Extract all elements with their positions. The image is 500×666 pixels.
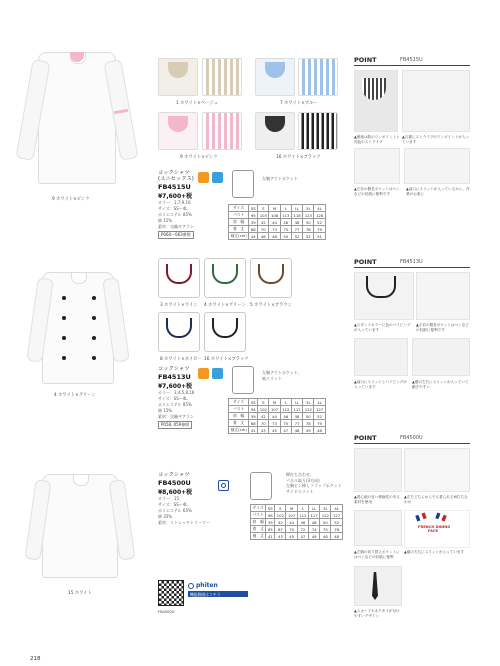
point-divider: [354, 267, 470, 268]
point-divider: [354, 65, 470, 66]
size-cell: 50: [280, 233, 291, 240]
size-cell: 47: [297, 533, 308, 540]
phiten-brand: phiten: [196, 582, 218, 589]
size-cell: 41: [267, 533, 273, 539]
size-cell: 45: [286, 533, 297, 540]
point-note: ▲袖口にスリットとパイピングが入っています: [354, 380, 407, 389]
size-row: [251, 512, 343, 519]
size-cell: 肩 幅: [252, 519, 264, 524]
size-cell: 42: [275, 519, 286, 526]
size-cell: 75: [280, 420, 291, 427]
deodorant-icon: [198, 172, 209, 183]
size-header-row: [229, 205, 326, 212]
spec-line: 素材：交織ギアラン: [158, 414, 194, 419]
size-cell: 117: [293, 406, 301, 412]
product-name-sub: (ユニセックス): [158, 176, 194, 182]
size-cell: 122: [304, 406, 312, 412]
product-price: ¥7,600+税: [158, 383, 193, 390]
size-cell: 127: [332, 512, 341, 518]
size-cell: バスト: [252, 512, 264, 517]
size-cell: 52: [314, 413, 325, 420]
size-cell: 42: [258, 219, 269, 226]
video-link-text: 機能動画はコチラ: [190, 591, 221, 597]
size-cell: バスト: [229, 212, 249, 219]
size-cell: SS: [249, 399, 258, 406]
point-title: POINT: [354, 434, 377, 442]
size-cell: 78: [303, 226, 314, 233]
size-cell: M: [269, 205, 280, 212]
size-cell: 肩 幅: [229, 219, 249, 226]
swatch-label-1: 1 ホワイト×ベージュ: [176, 101, 218, 106]
size-cell: 48: [291, 413, 302, 420]
size-cell: 44: [269, 219, 280, 226]
size-cell: 41: [250, 427, 256, 433]
size-row: [229, 219, 326, 226]
swatch-label-16: 16 ホワイト×ブラック: [276, 155, 321, 160]
size-cell: 49: [308, 533, 319, 540]
product-name: コックシャツ: [158, 170, 190, 176]
size-cell: S: [258, 205, 269, 212]
spec-line: 素材：ストレッチトリーマー: [158, 520, 210, 525]
size-cell: 48: [291, 219, 302, 226]
size-cell: 102: [276, 512, 284, 518]
size-cell: サイズ: [251, 505, 266, 512]
size-table: [250, 504, 343, 540]
coat-button: [92, 296, 96, 300]
size-cell: 52: [331, 519, 342, 526]
size-cell: 122: [321, 512, 329, 518]
size-cell: 47: [280, 427, 291, 434]
size-cell: L: [280, 399, 291, 406]
coat-image-fb4500u: [42, 474, 118, 578]
point-note: ▲左右どちらからでも着られるW打ち合わせ: [404, 495, 468, 504]
swatch-black-stripe: [298, 112, 338, 150]
collar-label: 8 ホワイト×ネイビー: [160, 357, 202, 362]
size-cell: 103: [259, 212, 267, 218]
size-cell: 46: [297, 519, 308, 526]
size-table: [228, 204, 326, 240]
size-row: [229, 226, 326, 233]
feature-text: 左胸アウトポケット、 袖スリット: [262, 370, 302, 381]
size-cell: 48: [320, 533, 331, 540]
size-cell: サイズ: [229, 205, 249, 212]
size-cell: 112: [299, 512, 307, 518]
swatch-label-7: 7 ホワイト×ブルー: [280, 101, 318, 106]
size-cell: 112: [282, 406, 290, 412]
size-row: [229, 406, 326, 413]
flat-sketch: [232, 366, 254, 394]
point-note: ▲袖口にスリットが入っているから、作業がお楽に: [406, 187, 470, 196]
swatch-blue-stripe: [298, 58, 338, 96]
size-row: [229, 212, 326, 219]
detail-photo-2: [404, 448, 470, 492]
coat-button: [62, 316, 66, 320]
size-cell: 107: [270, 406, 279, 412]
size-cell: 着 丈: [229, 420, 249, 427]
size-cell: 75: [280, 226, 291, 233]
size-cell: 70: [286, 526, 297, 533]
size-cell: 118: [293, 212, 301, 218]
badge-text: FRENCH DINING FACE: [418, 525, 451, 533]
size-header-row: [251, 505, 343, 512]
spec-line: 綿 15%: [158, 218, 173, 223]
detail-photo-4: [404, 148, 470, 184]
point-code: FB4513U: [400, 259, 423, 265]
product-name: コックシャツ: [158, 472, 190, 478]
size-cell: 48: [314, 427, 325, 434]
size-cell: 79: [314, 226, 325, 233]
size-cell: 72: [297, 526, 308, 533]
coat-button: [62, 336, 66, 340]
size-cell: 44: [250, 233, 256, 239]
flat-sketch: [250, 472, 272, 500]
size-cell: 65: [267, 526, 273, 532]
product-price: ¥7,600+税: [158, 193, 193, 200]
product-price: ¥8,600+税: [158, 489, 193, 496]
point-note: ▲スタンドカラーに色のパイピングが入っています: [354, 323, 411, 332]
swatch-label-9: 9 ホワイト×ピンク: [180, 155, 218, 160]
size-cell: 52: [303, 233, 314, 240]
size-cell: 123: [304, 212, 312, 218]
size-cell: 77: [291, 420, 302, 427]
size-cell: 107: [287, 512, 296, 518]
spec-line: サイズ：SS〜4L: [158, 502, 188, 507]
size-cell: M: [286, 505, 297, 512]
feature-text: W打ち合わせ、 パネル取り(3方向) 左胸ピン挿しフラップポケット サイドスリット: [286, 472, 342, 494]
size-cell: 3L: [320, 505, 331, 512]
detail-photo-2: [416, 272, 470, 320]
size-cell: 44: [286, 519, 297, 526]
size-cell: LL: [291, 205, 302, 212]
size-cell: バスト: [229, 406, 249, 413]
size-cell: 着 丈: [252, 526, 264, 531]
size-cell: 袖丈(cm): [230, 427, 247, 432]
spec-line: カラー：3,4,5,8,16: [158, 390, 195, 395]
size-header-row: [229, 399, 326, 406]
size-cell: 肩 幅: [229, 413, 249, 420]
spec-line: カラー：1,7,9,16: [158, 200, 191, 205]
size-cell: 袖丈(cm): [230, 233, 247, 238]
point-code: FB4500U: [400, 435, 423, 441]
size-cell: S: [275, 505, 286, 512]
coat-button: [92, 336, 96, 340]
size-cell: 48: [331, 533, 342, 540]
collar-label: 5 ホワイト×ブラウン: [250, 303, 292, 308]
point-title: POINT: [354, 56, 377, 64]
swatch-beige-stripe: [202, 58, 242, 96]
size-cell: 50: [320, 519, 331, 526]
size-cell: 48: [291, 427, 302, 434]
point-note: ▲左衿の側長ポケットはペンなどの収納に便利です: [354, 187, 400, 196]
size-cell: 67: [275, 526, 286, 533]
point-note: ▲左胸の切り替えポケットにはペンなどの収納に便利: [354, 550, 400, 559]
size-row: [229, 427, 326, 434]
phiten-logo: [188, 582, 218, 589]
point-note: ▲裏地は肌のワンポイントと同色のストライプ: [354, 135, 400, 144]
spec-line: 素材：交織ギアラン: [158, 224, 194, 229]
size-cell: 68: [250, 226, 256, 232]
size-cell: 46: [258, 233, 269, 240]
size-cell: M: [269, 399, 280, 406]
size-cell: 39: [250, 413, 256, 419]
spec-line: サイズ：SS〜4L: [158, 396, 188, 401]
size-cell: SS: [249, 205, 258, 212]
point-divider: [354, 443, 470, 444]
swatch-pink-stripe: [202, 112, 242, 150]
size-cell: 39: [267, 519, 273, 525]
size-cell: 79: [314, 420, 325, 427]
spec-line: 綿 35%: [158, 514, 173, 519]
size-cell: LL: [308, 505, 319, 512]
size-cell: 4L: [331, 505, 342, 512]
size-row: [229, 420, 326, 427]
size-cell: LL: [291, 399, 302, 406]
phiten-logo-icon: [188, 583, 194, 589]
size-row: [229, 413, 326, 420]
page-reference: P060〜063参照: [158, 231, 194, 239]
point-code: FB4515U: [400, 57, 423, 63]
flat-sketch: [232, 170, 254, 198]
size-cell: 43: [275, 533, 286, 540]
size-cell: 48: [308, 519, 319, 526]
size-cell: 77: [291, 226, 302, 233]
size-row: [251, 526, 343, 533]
detail-photo-4: [354, 566, 402, 606]
size-row: [251, 519, 343, 526]
page-number: 218: [30, 656, 41, 662]
coat-button: [62, 356, 66, 360]
deodorant-icon: [198, 368, 209, 379]
size-cell: 51: [314, 233, 325, 240]
collar-label: 4 ホワイト×グリーン: [204, 303, 246, 308]
size-cell: 46: [280, 219, 291, 226]
size-cell: 44: [269, 413, 280, 420]
point-note: ▲裾の左右にスリットが入っています: [404, 550, 465, 554]
product-code: FB4513U: [158, 373, 191, 381]
size-cell: 50: [303, 219, 314, 226]
spec-line: ポリエステル 85%: [158, 212, 192, 217]
size-cell: S: [258, 399, 269, 406]
detail-photo-1: [354, 448, 402, 492]
page-reference: P058, 059参照: [158, 421, 192, 429]
size-cell: 43: [258, 427, 269, 434]
detail-photo-2: [402, 70, 470, 132]
size-cell: 着 丈: [229, 226, 249, 233]
product-code: FB4500U: [158, 479, 191, 487]
product-code: FB4515U: [158, 183, 191, 191]
size-cell: 127: [315, 406, 324, 412]
size-cell: 128: [315, 212, 324, 218]
collar-label: 3 ホワイト×ワイン: [160, 303, 198, 308]
sweat-absorb-icon: [212, 172, 223, 183]
coat-button: [92, 356, 96, 360]
size-cell: 113: [282, 212, 290, 218]
size-cell: 52: [314, 219, 325, 226]
collar-label: 16 ホワイト×ブラック: [204, 357, 249, 362]
detail-photo-3: [354, 338, 408, 376]
size-cell: 95: [250, 212, 256, 218]
point-note: ▲スカーフやネクタイが付けやすいデザイン: [354, 609, 400, 618]
size-cell: 76: [331, 526, 342, 533]
size-cell: 73: [269, 226, 280, 233]
point-note: ▲衣裾にストライプのワンポイントが入っています: [402, 135, 470, 144]
size-cell: 68: [250, 420, 256, 426]
coat-caption: 9 ホワイト×ピンク: [52, 197, 90, 202]
size-cell: 42: [258, 413, 269, 420]
size-cell: 74: [308, 526, 319, 533]
spec-line: ポリエステル 65%: [158, 508, 192, 513]
size-table: [228, 398, 326, 434]
size-cell: 45: [269, 427, 280, 434]
coat-button: [62, 296, 66, 300]
spec-line: カラー：15: [158, 496, 180, 501]
size-cell: 70: [258, 420, 269, 427]
point-title: POINT: [354, 258, 377, 266]
collar-trim-black: [366, 276, 396, 298]
size-cell: SS: [266, 505, 275, 512]
size-cell: 78: [303, 420, 314, 427]
qr-code[interactable]: [158, 580, 184, 606]
size-row: [229, 233, 326, 240]
size-cell: 50: [303, 413, 314, 420]
spec-line: サイズ：SS〜4L: [158, 206, 188, 211]
size-cell: 4L: [314, 205, 325, 212]
spec-line: ポリエステル 85%: [158, 402, 192, 407]
size-cell: 94: [250, 406, 256, 412]
detail-photo-3: [354, 148, 400, 184]
size-row: [251, 533, 343, 540]
size-cell: 46: [280, 413, 291, 420]
size-cell: 70: [258, 226, 269, 233]
phiten-mark: [221, 483, 226, 488]
size-cell: 73: [269, 420, 280, 427]
point-note: ▲裾の左右にスリットが入っていて動きやすい: [412, 380, 469, 389]
coat-caption: 4 ホワイト×グリーン: [54, 393, 96, 398]
spec-line: 綿 15%: [158, 408, 173, 413]
size-cell: 袖 丈: [252, 533, 264, 538]
size-cell: 4L: [314, 399, 325, 406]
size-cell: 117: [310, 512, 318, 518]
detail-photo-3: [354, 510, 402, 546]
size-cell: 3L: [303, 399, 314, 406]
point-note: ▲着心地の良い伸縮性のある素材を使用: [354, 495, 400, 504]
coat-button: [92, 316, 96, 320]
product-name: コックシャツ: [158, 366, 190, 372]
size-cell: 102: [259, 406, 267, 412]
size-cell: サイズ: [229, 399, 249, 406]
coat-caption: 15 ホワイト: [68, 591, 92, 596]
size-cell: 98: [267, 512, 273, 518]
size-cell: 48: [269, 233, 280, 240]
qr-caption: FB4500U: [158, 610, 175, 614]
size-cell: L: [280, 205, 291, 212]
detail-photo-4: [412, 338, 470, 376]
size-cell: 108: [270, 212, 279, 218]
sweat-absorb-icon: [212, 368, 223, 379]
size-cell: 49: [303, 427, 314, 434]
feature-text: 左胸アウトポケット: [262, 176, 298, 181]
size-cell: 75: [320, 526, 331, 533]
size-cell: 52: [291, 233, 302, 240]
size-cell: 39: [250, 219, 256, 225]
size-cell: 3L: [303, 205, 314, 212]
point-note: ▲左衿の側長ポケットはペンなどの収納に便利です: [416, 323, 469, 332]
size-cell: L: [297, 505, 308, 512]
